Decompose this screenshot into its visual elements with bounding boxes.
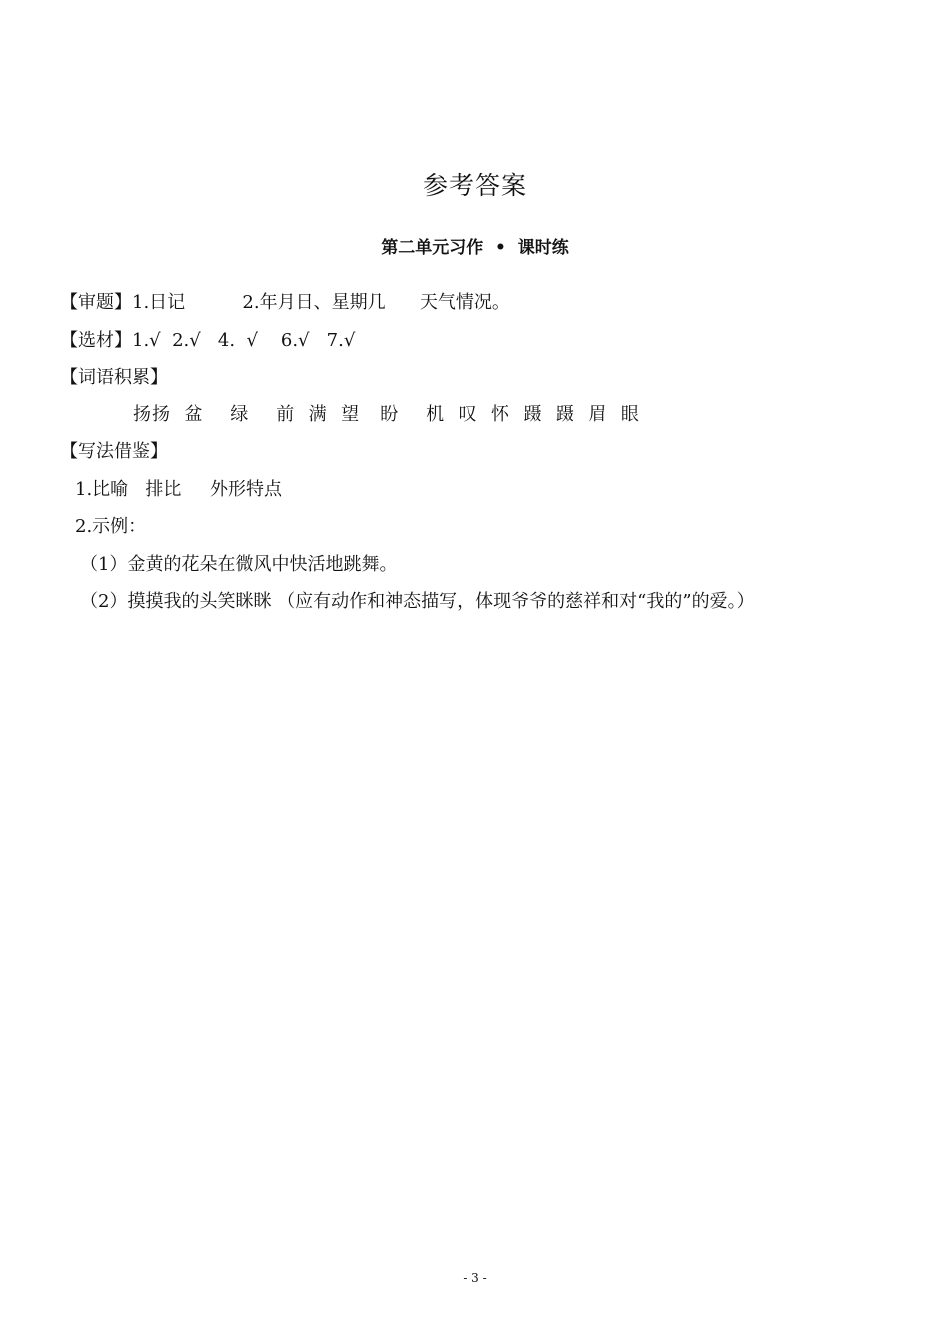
answer-line-example-2: （2）摸摸我的头笑眯眯 （应有动作和神态描写，体现爷爷的慈祥和对“我的”的爱。） — [80, 591, 755, 612]
answer-line-xuancai: 【选材】1.√ 2.√ 4. √ 6.√ 7.√ — [60, 330, 356, 351]
section-subtitle: 第二单元习作 • 课时练 — [381, 238, 569, 258]
answer-line-ciyu: 扬扬 盆 绿 前 满 望 盼 机 叹 怀 蹑 蹑 眉 眼 — [133, 404, 640, 425]
answer-line-xiefa-2: 2.示例： — [75, 516, 147, 537]
page-number: - 3 - — [463, 1271, 487, 1285]
heading-ciyu-jilei: 【词语积累】 — [60, 367, 168, 388]
answer-line-shenti: 【审题】1.日记 2.年月日、星期几 天气情况。 — [60, 292, 510, 313]
answer-line-example-1: （1）金黄的花朵在微风中快活地跳舞。 — [80, 554, 398, 575]
heading-xiefa-jiejian: 【写法借鉴】 — [60, 441, 168, 462]
answer-line-xiefa-1: 1.比喻 排比 外形特点 — [75, 479, 282, 500]
page-title: 参考答案 — [422, 171, 527, 200]
